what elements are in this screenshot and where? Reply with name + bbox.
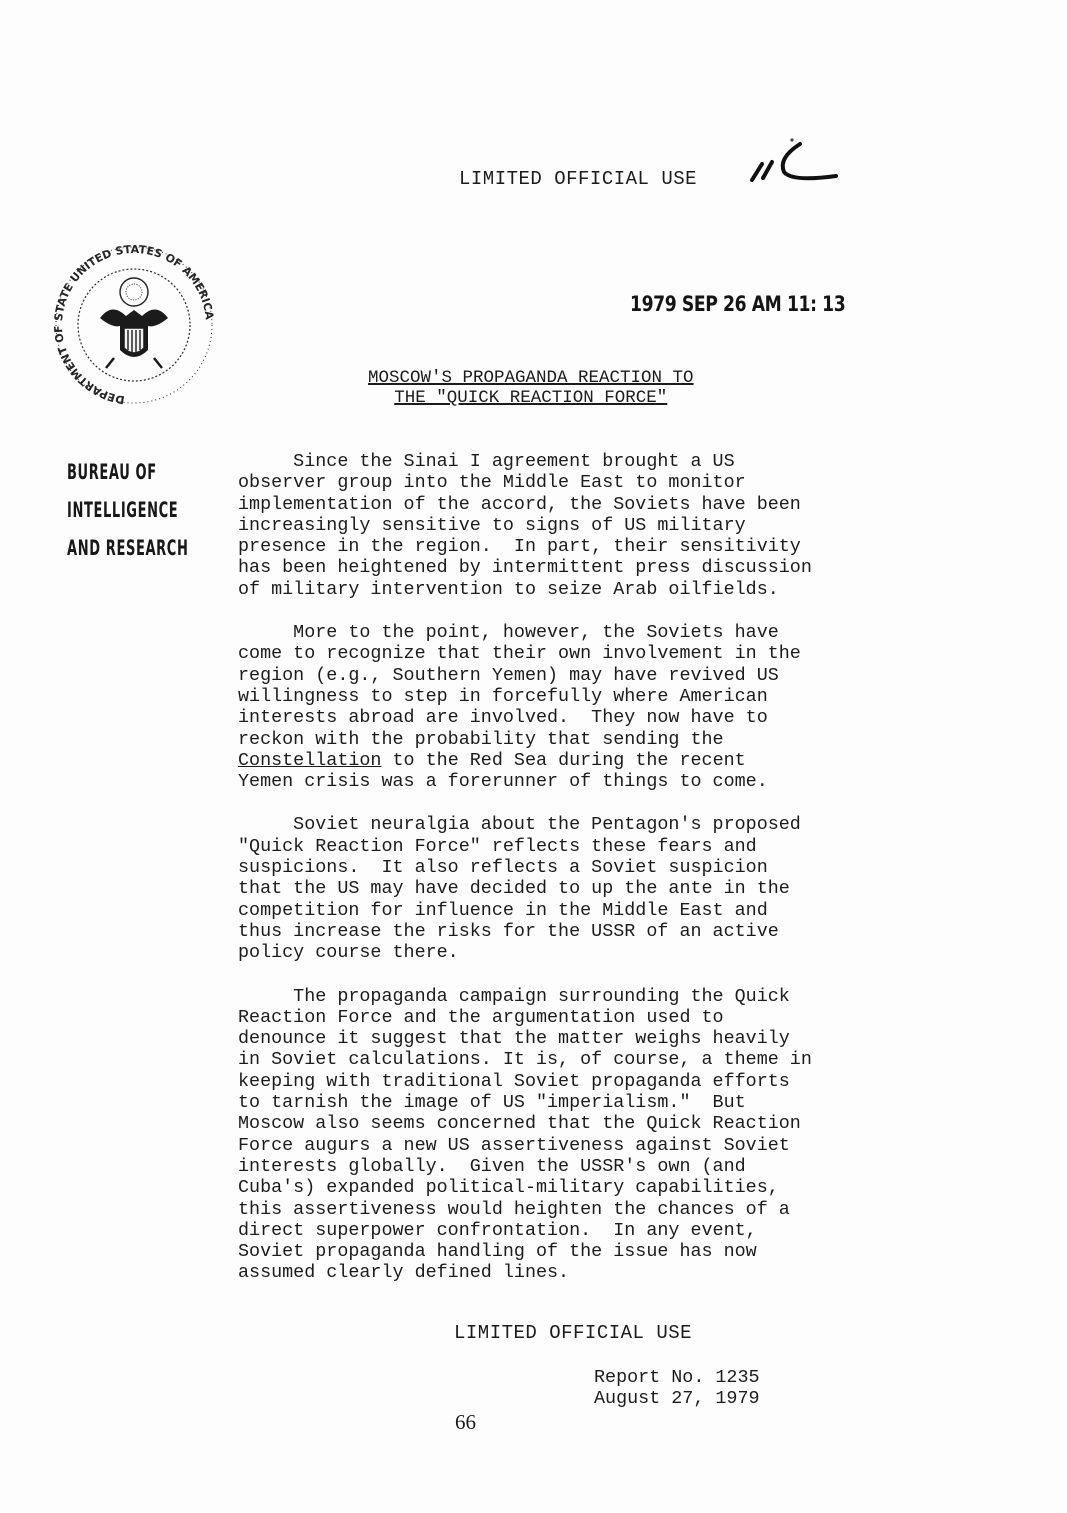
bureau-line-3: AND RESEARCH (67, 536, 189, 560)
title-line-1: MOSCOW'S PROPAGANDA REACTION TO (368, 368, 694, 388)
report-info (594, 1367, 760, 1409)
department-of-state-seal (52, 240, 217, 410)
paragraph-2-text: More to the point, however, the Soviets have come to recognize that their own involvement in the region (e.g., Southern Yemen) may have revived US willingness to step in forcefully where American interests abroad are involved. They now have to reckon with the probability that sending the (238, 622, 801, 750)
classification-footer: LIMITED OFFICIAL USE (454, 1322, 693, 1344)
paragraph-3: Soviet neuralgia about the Pentagon's proposed "Quick Reaction Force" reflects these fears and suspicions. It also reflects a Soviet suspicion that the US may have decided to up the ante in the competition for influence in the Middle East and thus increase the risks for the USSR of an active policy course there. (238, 814, 801, 964)
received-date-stamp: 1979 SEP 26 AM 11: 13 (630, 292, 846, 316)
bureau-line-1: BUREAU OF (67, 460, 157, 484)
paragraph-2 (238, 622, 918, 792)
handwritten-initials (748, 138, 843, 186)
paragraph-2-tail: to the Red Sea during the recent Yemen crisis was a forerunner of things to come. (238, 749, 768, 793)
ship-name-constellation: Constellation (238, 749, 382, 771)
classification-header: LIMITED OFFICIAL USE (459, 168, 698, 190)
report-date: August 27, 1979 (594, 1388, 760, 1409)
bureau-name (67, 453, 189, 567)
seal-ring-text: DEPARTMENT OF STATE UNITED STATES OF AMERICA (52, 242, 216, 407)
paragraph-1: Since the Sinai I agreement brought a US observer group into the Middle East to monitor implementation of the accord, the Soviets have been increasingly sensitive to signs of US military presence in the region. In part, their sensitivity has been heightened by intermittent press discussion of military intervention to seize Arab oilfields. (238, 451, 812, 600)
page-number: 66 (455, 1410, 476, 1434)
title-line-2: THE "QUICK REACTION FORCE" (394, 388, 668, 408)
body-text (238, 451, 918, 1306)
paragraph-4: The propaganda campaign surrounding the Quick Reaction Force and the argumentation used to denounce it suggest that the matter weighs heavily in Soviet calculations. It is, of course, a theme in keeping with traditional Soviet propaganda efforts to tarnish the image of US "imperialism." But Moscow also seems concerned that the Quick Reaction Force augurs a new US assertiveness against Soviet interests globally. Given the USSR's own (and Cuba's) expanded political-military capabilities, this assertiveness would heighten the chances of a direct superpower confrontation. In any event, Soviet propaganda handling of the issue has now assumed clearly defined lines. (238, 985, 812, 1284)
report-number: Report No. 1235 (594, 1367, 760, 1388)
document-title (368, 368, 694, 408)
bureau-line-2: INTELLIGENCE (67, 498, 179, 522)
